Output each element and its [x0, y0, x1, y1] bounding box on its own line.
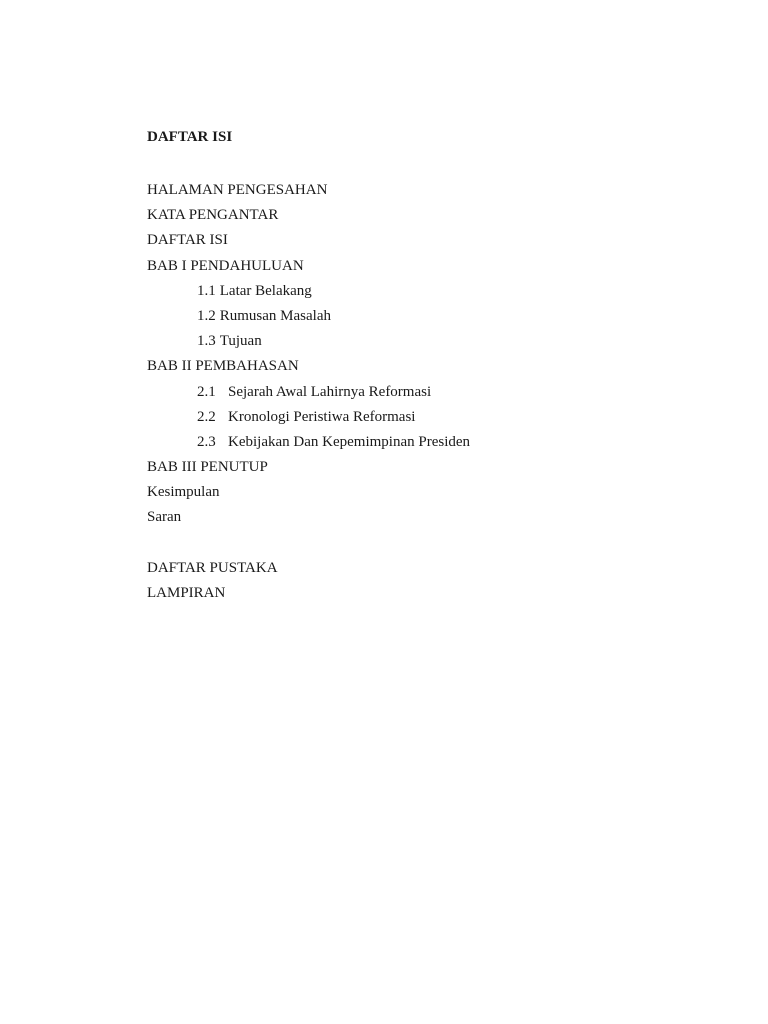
toc-entry-daftar-pustaka: DAFTAR PUSTAKA — [147, 559, 278, 576]
toc-subentry-number: 1.1 — [197, 282, 216, 299]
toc-entry-kata-pengantar: KATA PENGANTAR — [147, 207, 279, 224]
toc-chapter-3: BAB III PENUTUP — [147, 459, 268, 476]
toc-subentry-1-3 — [147, 329, 470, 354]
toc-subentry-number: 2.2 — [197, 408, 216, 425]
toc-list — [147, 178, 470, 606]
toc-subentry-1-2 — [147, 304, 470, 329]
toc-entry-kesimpulan: Kesimpulan — [147, 484, 220, 501]
toc-subentry-text: Kebijakan Dan Kepemimpinan Presiden — [228, 433, 471, 450]
toc-subentry-number: 2.3 — [197, 433, 216, 450]
toc-subentry-2-1 — [147, 380, 470, 405]
toc-subentry-1-1 — [147, 279, 470, 304]
toc-spacer — [147, 531, 470, 556]
toc-subentry-text: Tujuan — [219, 333, 262, 350]
toc-entry-lampiran: LAMPIRAN — [147, 585, 226, 601]
toc-subentry-text: Latar Belakang — [219, 282, 312, 299]
toc-entry-halaman-pengesahan: HALAMAN PENGESAHAN — [147, 182, 328, 198]
toc-subentry-number: 1.2 — [197, 307, 216, 324]
toc-subentry-number: 1.3 — [197, 333, 216, 350]
toc-subentry-text: Sejarah Awal Lahirnya Reformasi — [228, 383, 432, 400]
toc-chapter-1: BAB I PENDAHULUAN — [147, 257, 304, 274]
toc-entry-saran: Saran — [147, 509, 182, 526]
toc-subentry-text: Kronologi Peristiwa Reformasi — [228, 408, 416, 425]
toc-subentry-2-3 — [147, 430, 470, 455]
toc-subentry-number: 2.1 — [197, 383, 216, 400]
toc-title: DAFTAR ISI — [147, 129, 233, 145]
toc-subentry-2-2 — [147, 405, 470, 430]
toc-chapter-2: BAB II PEMBAHASAN — [147, 358, 299, 375]
toc-subentry-text: Rumusan Masalah — [219, 307, 331, 324]
toc-entry-daftar-isi: DAFTAR ISI — [147, 232, 228, 249]
